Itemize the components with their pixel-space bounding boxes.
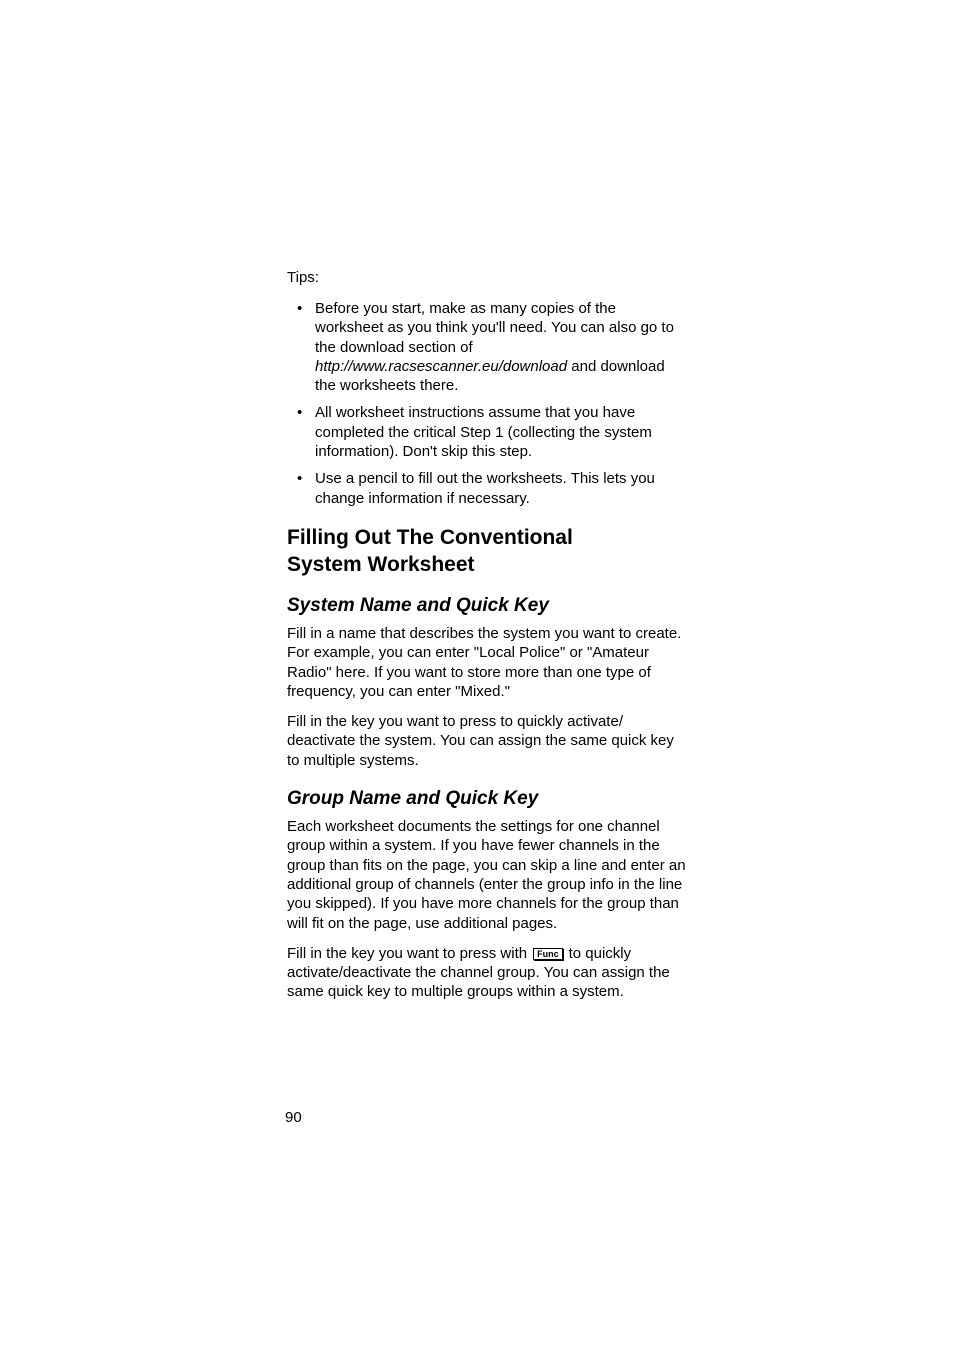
group-quick-key-paragraph xyxy=(287,944,687,1002)
tips-list xyxy=(287,299,687,508)
bullet-icon: • xyxy=(297,300,303,317)
func-key-icon: Func xyxy=(533,948,563,960)
system-name-paragraph: Fill in a name that describes the system you want to create. For example, you can enter "Local Police" or "Amateur Radio" here. If you want to store more than one type of frequency, you can enter "Mixed." xyxy=(287,624,682,700)
system-name-heading: System Name and Quick Key xyxy=(287,594,549,616)
section-heading-line1: Filling Out The Conventional xyxy=(287,525,573,549)
section-heading-line2: System Worksheet xyxy=(287,552,475,576)
tip-text: Before you start, make as many copies of the worksheet as you think you'll need. You can also go to the download section of xyxy=(315,300,674,356)
tip-text: and download the worksheets there. xyxy=(315,357,665,395)
page-number: 90 xyxy=(285,1109,302,1126)
tip-item xyxy=(287,469,687,508)
tip-item xyxy=(287,403,687,461)
group-name-heading: Group Name and Quick Key xyxy=(287,788,539,810)
system-quick-key-paragraph: Fill in the key you want to press to quickly activate/ deactivate the system. You can assign the same quick key to multiple systems. xyxy=(287,713,674,769)
section-heading xyxy=(287,524,687,578)
tip-text: All worksheet instructions assume that you have completed the critical Step 1 (collecting the system information). Don't skip this step. xyxy=(315,404,652,461)
tip-text: Use a pencil to fill out the worksheets. This lets you change information if necessary. xyxy=(315,470,655,507)
bullet-icon: • xyxy=(297,470,303,488)
tip-item xyxy=(287,299,687,395)
group-quick-key-text: Fill in the key you want to press with xyxy=(287,944,528,962)
download-link[interactable]: http://www.racsescanner.eu/download xyxy=(315,357,568,375)
group-name-paragraph: Each worksheet documents the settings for one channel group within a system. If you have fewer channels in the group than fits on the page, you can skip a line and enter an additional group of channels (enter the group info in the line you skipped). If you have more channels for the group than will fit on the page, use additional pages. xyxy=(287,818,686,932)
group-quick-key-text: to quickly activate/deactivate the channel group. You can assign the same quick key to multiple groups within a system. xyxy=(287,944,670,1001)
tips-label: Tips: xyxy=(287,269,319,286)
page-content xyxy=(287,268,687,1013)
bullet-icon: • xyxy=(297,404,303,422)
